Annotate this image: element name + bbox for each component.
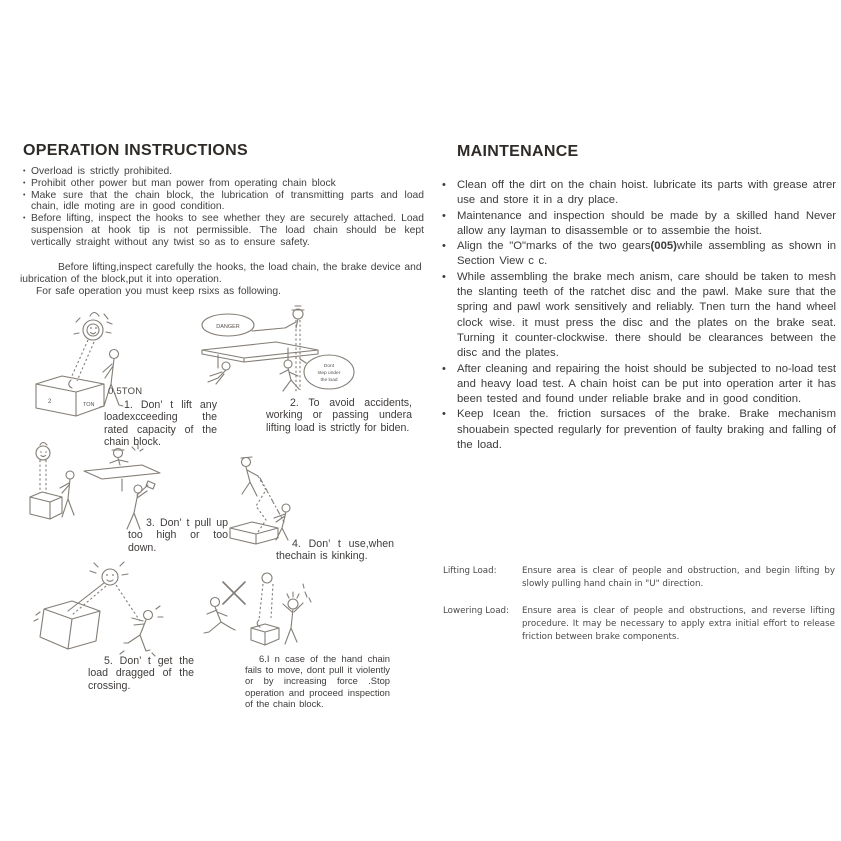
bubble-text-line1: Dont <box>323 364 335 369</box>
operation-intro <box>20 262 422 298</box>
gear-bullet-bold: (005) <box>650 240 677 253</box>
maintenance-bullet: • Keep Icean the. friction sursaces of the brake. Brake mechanism shouabein spected regularly for prevention of faulty braking and falling of the load. <box>440 407 836 453</box>
maintenance-bullet-gears <box>440 239 836 270</box>
operation-bullet: • Overload is strictly prohibited. <box>23 166 424 178</box>
maintenance-bullet: • Clean off the dirt on the chain hoist. lubricate its parts with grease atrer use and store it in a dry place. <box>440 178 836 209</box>
maintenance-bullet: • While assembling the brake mech anism, care should be taken to mesh the slanting teeth of the ratchet disc and the pawl. Make sure that the spring and pawl work sensitively and reliably. Tnen turn the hand wheel clock wise. it must press the disc and the plates on the brake seat. Turning it counter-clockwise. there should be clearances between the disc and the plates. <box>440 270 836 362</box>
operation-bullet: • Prohibit other power but man power from operating chain block <box>23 178 424 190</box>
operation-bullet: • Before lifting, inspect the hooks to see whether they are securely attached. Load suspension at hook tip is not permissible. The load chain should be kept vertically straight without any twist so as to ensure safety. <box>23 213 424 248</box>
gear-bullet-pre: Align the "O"marks of the two gears <box>457 240 651 253</box>
figure-kinked-chain-illustration <box>226 452 310 544</box>
figure-5-caption: 5. Don’ t get the load dragged of the crossing. <box>88 655 194 692</box>
figure-4-caption: 4. Don’ t use,when thechain is kinking. <box>276 538 394 563</box>
lifting-load-note <box>443 565 835 591</box>
lifting-load-text: Ensure area is clear of people and obstruction, and begin lifting by slowly pulling hand chain in "U" direction. <box>522 566 835 589</box>
lifting-load-label: Lifting Load: <box>443 566 497 576</box>
lowering-load-text: Ensure area is clear of people and obstructions, and reverse lifting procedure. It may be necessary to apply extra initial effort to release friction between brake components. <box>522 606 835 642</box>
maintenance-bullet: • After cleaning and repairing the hoist should be subjected to no-load test and heavy load test. A chain hoist can be put into operation arter it has been tested and found under reliable brake and in good condition. <box>440 362 836 408</box>
load-notes <box>443 565 835 658</box>
operation-bullet: • Make sure that the chain block, the lubrication of transmitting parts and load chain, idle moting are in good condition. <box>23 190 424 214</box>
gear-bullet-post: while assembling as shown in Section View c c. <box>457 240 836 268</box>
figure-3-caption: 3. Don’ t pull up too high or too down. <box>128 517 228 554</box>
intro-paragraph: For safe operation you must keep rsixs as following. <box>36 285 281 297</box>
intro-paragraph: Before lifting,inspect carefully the hooks, the load chain, the brake device and iubrication of the block,put it into operation. <box>20 262 422 285</box>
bubble-text-line3: the load <box>320 378 338 383</box>
danger-bubble-text: DANGER <box>216 324 240 330</box>
figure-dragged-load-illustration <box>28 563 180 659</box>
operation-bullet-list <box>23 166 424 249</box>
lowering-load-label: Lowering Load: <box>443 606 509 616</box>
bubble-text-line2: step under <box>317 371 341 376</box>
figure-chain-fails-illustration <box>193 570 313 660</box>
rated-capacity-label: 0.5TON <box>108 386 143 397</box>
figure-2-caption: 2. To avoid accidents, working or passing undera lifting load is strictly for biden. <box>266 397 412 434</box>
figure-1-caption: 1. Don’ t lift any loadexcceeding the rated capacity of the chain block. <box>104 399 217 449</box>
lowering-load-note <box>443 605 835 644</box>
maintenance-bullet-list <box>440 178 836 453</box>
box-side-label: 2 <box>48 399 52 405</box>
maintenance-title: MAINTENANCE <box>457 143 579 160</box>
box-front-label: TON <box>83 402 95 408</box>
figure-6-caption: 6.I n case of the hand chain fails to move, dont pull it violently or by increasing force .Stop operation and proceed inspection of the chain block. <box>245 653 390 709</box>
operation-title: OPERATION INSTRUCTIONS <box>23 142 248 159</box>
maintenance-bullet: • Maintenance and inspection should be made by a skilled hand Never allow any layman to disassemble or to assembie the hoist. <box>440 209 836 240</box>
figure-under-load-illustration <box>188 304 356 400</box>
